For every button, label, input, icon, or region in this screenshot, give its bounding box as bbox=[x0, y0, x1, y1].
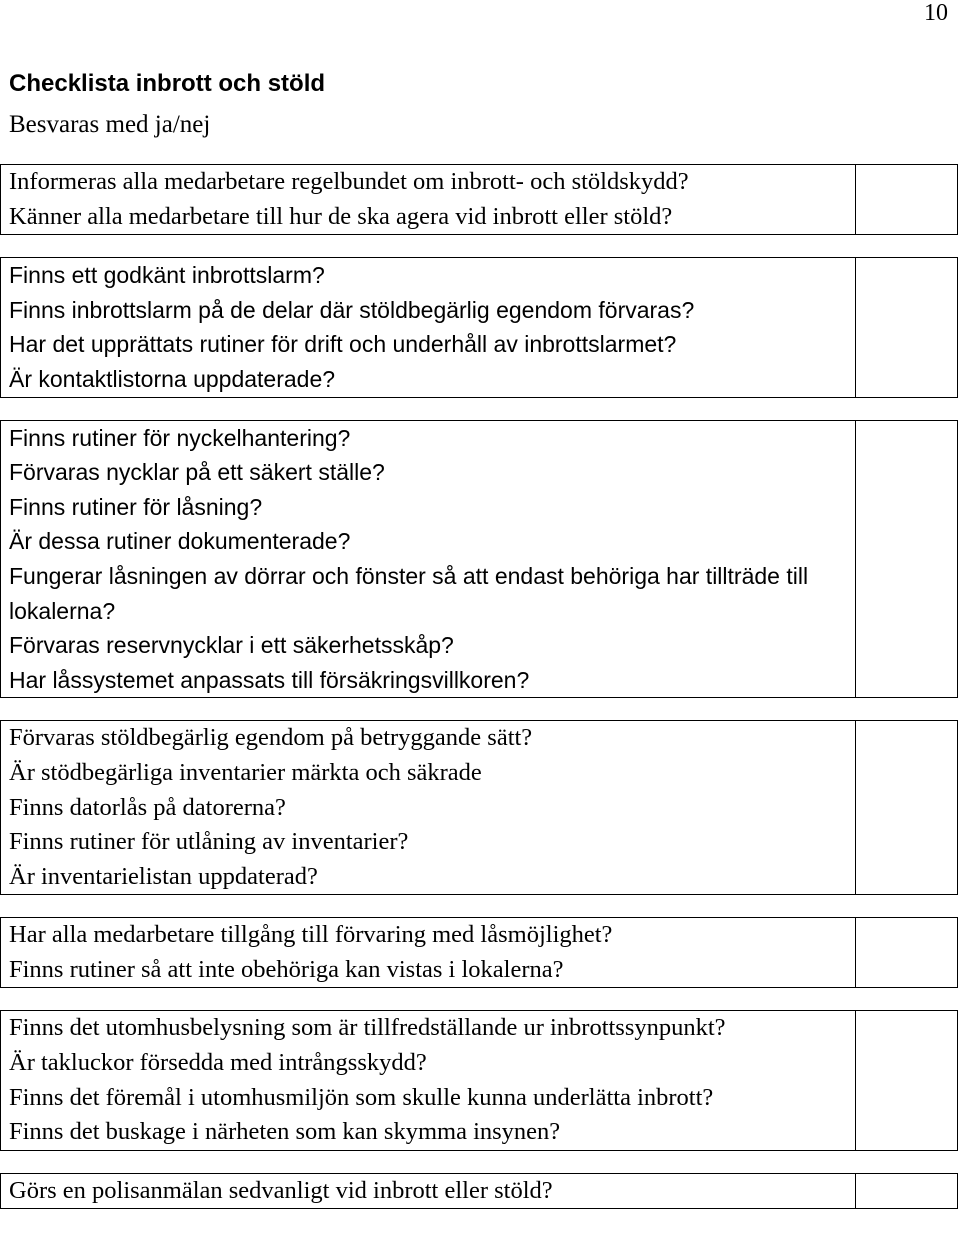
question: Finns det utomhusbelysning som är tillfredställande ur inbrottssynpunkt? bbox=[9, 1014, 726, 1042]
answer-cell[interactable] bbox=[856, 421, 957, 698]
question: Finns rutiner så att inte obehöriga kan vistas i lokalerna? bbox=[9, 955, 564, 983]
question: Är inventarielistan uppdaterad? bbox=[9, 862, 318, 890]
questions-column bbox=[1, 918, 856, 987]
question: Förvaras stöldbegärlig egendom på betryggande sätt? bbox=[9, 724, 533, 752]
checklist-section-police bbox=[0, 1173, 958, 1210]
answer-cell[interactable] bbox=[856, 165, 957, 234]
question: Informeras alla medarbetare regelbundet om inbrott- och stöldskydd? bbox=[9, 168, 689, 195]
question: Finns det buskage i närheten som kan skymma insynen? bbox=[9, 1118, 561, 1146]
questions-column bbox=[1, 721, 856, 894]
answer-cell[interactable] bbox=[856, 258, 957, 396]
question: Fungerar låsningen av dörrar och fönster så att endast behöriga har tillträde till lokalerna? bbox=[9, 562, 809, 624]
questions-column bbox=[1, 258, 856, 396]
question: Är takluckor försedda med intrångsskydd? bbox=[9, 1049, 427, 1077]
question: Är stödbegärliga inventarier märkta och säkrade bbox=[9, 758, 482, 786]
questions-column bbox=[1, 1011, 856, 1149]
checklist-section-storage bbox=[0, 917, 958, 988]
checklist-section-keys bbox=[0, 420, 958, 699]
page-number: 10 bbox=[924, 0, 948, 26]
question: Görs en polisanmälan sedvanligt vid inbrott eller stöld? bbox=[9, 1176, 553, 1204]
question: Känner alla medarbetare till hur de ska agera vid inbrott eller stöld? bbox=[9, 202, 673, 230]
question: Har alla medarbetare tillgång till förvaring med låsmöjlighet? bbox=[9, 921, 613, 949]
questions-column bbox=[1, 421, 856, 698]
question: Finns rutiner för låsning? bbox=[9, 493, 263, 520]
checklist-section-outdoor bbox=[0, 1010, 958, 1150]
question: Har låssystemet anpassats till försäkringsvillkoren? bbox=[9, 666, 530, 693]
checklist-table bbox=[0, 164, 958, 1209]
question: Är dessa rutiner dokumenterade? bbox=[9, 528, 351, 555]
checklist-section-alarm bbox=[0, 257, 958, 397]
checklist-section-training bbox=[0, 164, 958, 235]
question: Förvaras nycklar på ett säkert ställe? bbox=[9, 459, 385, 486]
questions-column bbox=[1, 1174, 856, 1209]
question: Finns rutiner för nyckelhantering? bbox=[9, 424, 351, 451]
question: Förvaras reservnycklar i ett säkerhetsskåp? bbox=[9, 632, 454, 659]
page-title: Checklista inbrott och stöld bbox=[9, 70, 326, 97]
answer-cell[interactable] bbox=[856, 918, 957, 987]
question: Finns rutiner för utlåning av inventarier? bbox=[9, 828, 409, 856]
checklist-section-property bbox=[0, 720, 958, 895]
question: Är kontaktlistorna uppdaterade? bbox=[9, 365, 336, 392]
answer-cell[interactable] bbox=[856, 1174, 957, 1209]
answer-cell[interactable] bbox=[856, 1011, 957, 1149]
question: Finns ett godkänt inbrottslarm? bbox=[9, 262, 325, 289]
page-subtitle: Besvaras med ja/nej bbox=[9, 111, 211, 138]
answer-cell[interactable] bbox=[856, 721, 957, 894]
questions-column bbox=[1, 165, 856, 234]
question: Har det upprättats rutiner för drift och underhåll av inbrottslarmet? bbox=[9, 331, 677, 358]
question: Finns inbrottslarm på de delar där stöldbegärlig egendom förvaras? bbox=[9, 296, 695, 323]
question: Finns det föremål i utomhusmiljön som skulle kunna underlätta inbrott? bbox=[9, 1083, 714, 1111]
question: Finns datorlås på datorerna? bbox=[9, 793, 286, 821]
